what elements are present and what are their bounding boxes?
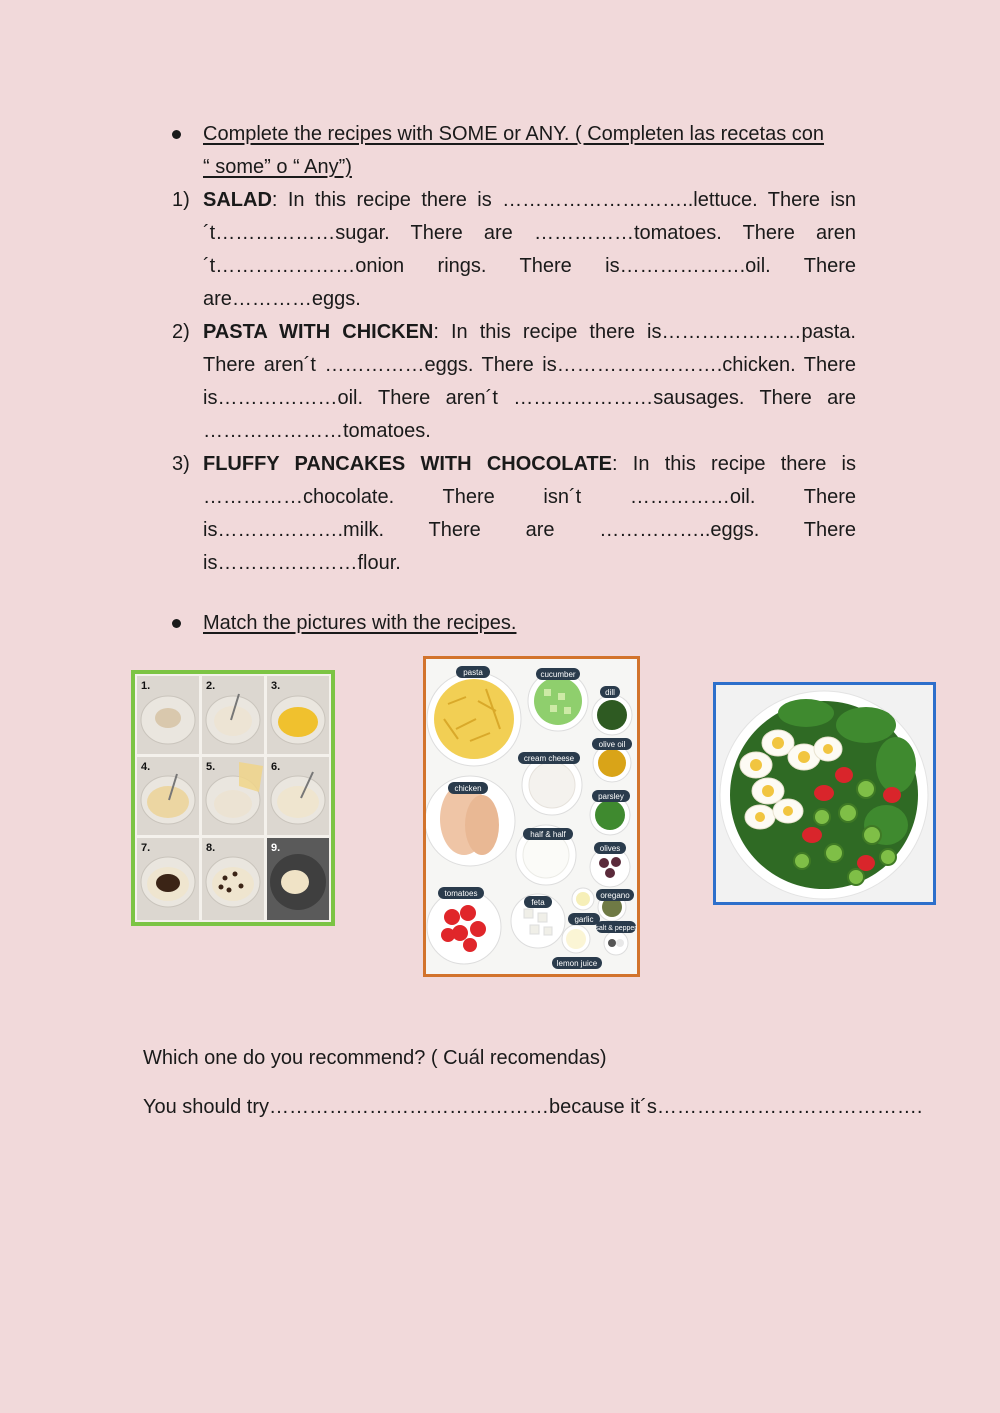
- recipe-number: 1): [172, 189, 190, 211]
- ingredient-label: half & half: [530, 830, 566, 839]
- answer-fill-line[interactable]: You should try……………………………………because it´s………………………………….: [143, 1096, 923, 1118]
- pancakes-steps-grid: [135, 674, 331, 922]
- step-label: 7.: [141, 842, 151, 854]
- pancake-step-5: [202, 757, 264, 835]
- ingredient-label: oregano: [600, 891, 630, 900]
- salad-picture: [713, 682, 936, 905]
- instruction-complete-text: Complete the recipes with SOME or ANY. ( Completen las recetas con “ some” o “ Any”): [203, 123, 825, 178]
- step-label: 8.: [206, 842, 216, 854]
- step-label: 5.: [206, 761, 216, 773]
- ingredient-label: garlic: [574, 915, 594, 924]
- recipe-text: : In this recipe there is ……………chocolate. There isn´t ……………oil. There is……………….milk. There are ……………..eggs. There is…………………flour.: [203, 453, 856, 574]
- salad-bowl-illustration: [716, 685, 933, 902]
- step-label: 4.: [141, 761, 151, 773]
- bullet-icon: [172, 130, 181, 139]
- step-label: 3.: [271, 680, 281, 692]
- recipe-item-pancakes: [172, 448, 856, 580]
- recipe-name: SALAD: [203, 189, 272, 211]
- pancake-step-9: [267, 838, 329, 920]
- step-label: 1.: [141, 680, 151, 692]
- ingredient-label: olives: [599, 844, 621, 853]
- recipe-number: 2): [172, 321, 190, 343]
- pancake-step-2: [202, 676, 264, 754]
- pancake-step-7: [137, 838, 199, 920]
- step-label: 9.: [271, 842, 281, 854]
- ingredient-label: olive oil: [598, 740, 626, 749]
- recipe-item-pasta: [172, 316, 856, 448]
- pancake-step-6: [267, 757, 329, 835]
- step-label: 6.: [271, 761, 281, 773]
- instruction-match-text: Match the pictures with the recipes.: [203, 612, 517, 634]
- pasta-ingredients-picture: [423, 656, 640, 977]
- recipe-name: PASTA WITH CHICKEN: [203, 321, 434, 343]
- ingredient-label: tomatoes: [444, 889, 478, 898]
- pancake-step-8: [202, 838, 264, 920]
- recipe-name: FLUFFY PANCAKES WITH CHOCOLATE: [203, 453, 612, 475]
- question-recommend: Which one do you recommend? ( Cuál recomendas): [143, 1047, 607, 1069]
- pasta-ingredients-flatlay: [426, 659, 637, 974]
- ingredient-label: chicken: [454, 784, 482, 793]
- bullet-icon: [172, 619, 181, 628]
- ingredient-label: salt & pepper: [595, 925, 637, 932]
- ingredient-label: cucumber: [540, 670, 576, 679]
- recipe-text: : In this recipe there is ………………………..lettuce. There isn´t………………sugar. There are ……………tomatoes. There aren´t…………………onion rings. There is……………….oil. There are…………eggs.: [203, 189, 856, 310]
- ingredient-label: parsley: [598, 792, 624, 801]
- recipe-number: 3): [172, 453, 190, 475]
- ingredient-label: feta: [531, 898, 545, 907]
- ingredient-label: pasta: [463, 668, 483, 677]
- step-label: 2.: [206, 680, 216, 692]
- instruction-match: [172, 607, 832, 640]
- pancakes-picture: [131, 670, 335, 926]
- pancake-step-1: [137, 676, 199, 754]
- pancake-step-3: [267, 676, 329, 754]
- instruction-complete: [172, 118, 832, 184]
- recipe-item-salad: [172, 184, 856, 316]
- pancake-step-4: [137, 757, 199, 835]
- ingredient-label: dill: [605, 688, 615, 697]
- ingredient-label: cream cheese: [523, 754, 575, 763]
- recipe-list: [172, 184, 856, 580]
- recipe-text: : In this recipe there is…………………pasta. There aren´t ……………eggs. There is…………………….chicken. There is………………oil. There aren´t …………………sausages. There are …………………tomatoes.: [203, 321, 856, 442]
- ingredient-label: lemon juice: [556, 959, 598, 968]
